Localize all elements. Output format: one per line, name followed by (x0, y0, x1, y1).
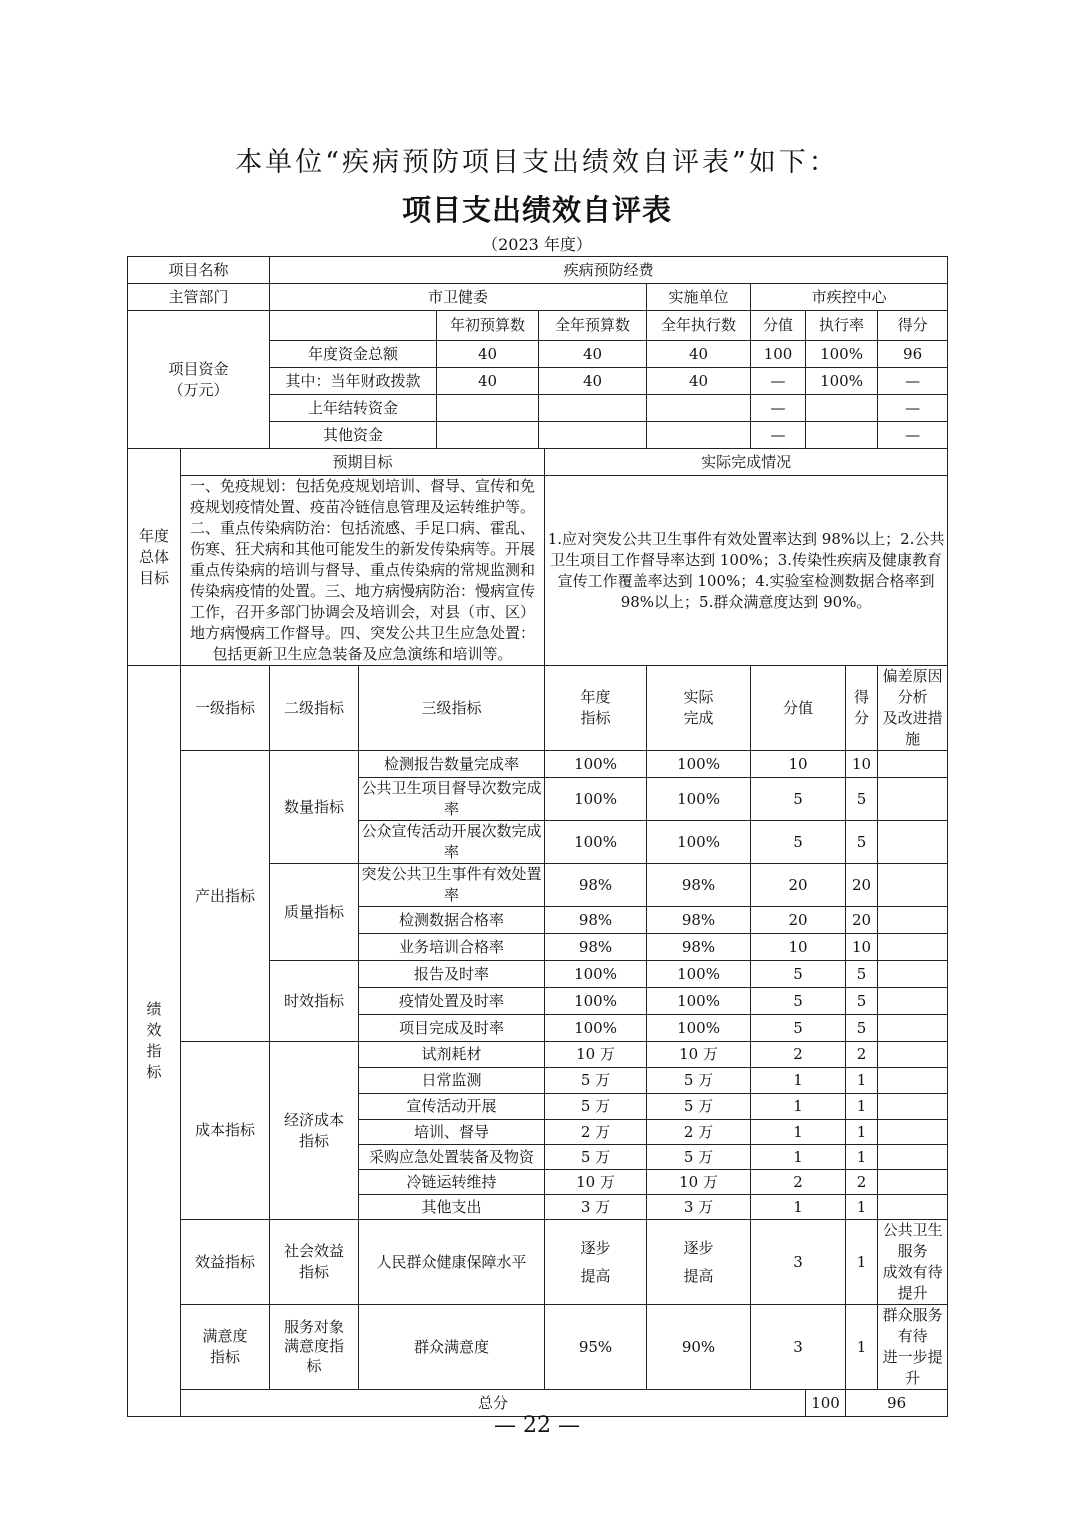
funds-cell: 100 (751, 341, 806, 368)
indicator-reason (878, 1042, 948, 1068)
funds-cell (647, 422, 751, 449)
funds-cell: 40 (437, 341, 539, 368)
actual-completion-header: 实际完成情况 (545, 449, 948, 476)
reason-line: 成效有待提升 (882, 1263, 943, 1302)
indicator-got: 5 (846, 1015, 878, 1042)
indicator-got: 1 (846, 1094, 878, 1120)
indicator-actual: 5 万 (647, 1068, 751, 1094)
cost-indicator-label: 成本指标 (181, 1042, 270, 1220)
funds-cell: 100% (806, 368, 878, 395)
actual-line: 提高 (683, 1267, 714, 1285)
perf-label (128, 666, 181, 1417)
indicator-target: 2 万 (545, 1120, 647, 1145)
satisfaction-label-line: 满意度 (202, 1327, 248, 1345)
service-label-line: 服务对象 (284, 1317, 345, 1336)
funds-cell (437, 395, 539, 422)
satisfaction-label-line: 指标 (210, 1348, 241, 1366)
social-label-line: 指标 (299, 1263, 330, 1281)
funds-cell: 40 (647, 341, 751, 368)
got-header-line: 分 (854, 709, 870, 727)
actual-header-line: 完成 (683, 709, 714, 727)
funds-label (128, 311, 270, 449)
indicator-score: 1 (751, 1068, 846, 1094)
indicator-reason (878, 1220, 948, 1305)
indicator-got: 5 (846, 988, 878, 1015)
indicator-target: 98% (545, 907, 647, 934)
indicator-actual: 98% (647, 934, 751, 961)
indicator-actual: 2 万 (647, 1120, 751, 1145)
indicator-row (128, 751, 948, 778)
project-name-label: 项目名称 (128, 257, 270, 284)
perf-label-char: 绩 (146, 1000, 162, 1018)
indicator-name: 日常监测 (359, 1068, 545, 1094)
indicator-got: 5 (846, 821, 878, 864)
indicator-got: 1 (846, 1145, 878, 1170)
indicator-reason (878, 1094, 948, 1120)
indicator-reason (878, 961, 948, 988)
funds-col-header: 全年执行数 (647, 311, 751, 341)
funds-cell: — (878, 368, 948, 395)
indicator-name: 公共卫生项目督导次数完成率 (359, 778, 545, 821)
indicator-got: 1 (846, 1068, 878, 1094)
funds-cell: 96 (878, 341, 948, 368)
indicator-target: 10 万 (545, 1042, 647, 1068)
indicator-name: 宣传活动开展 (359, 1094, 545, 1120)
econ-cost-label-line: 指标 (299, 1131, 330, 1150)
indicator-name: 采购应急处置装备及物资 (359, 1145, 545, 1170)
funds-row-label: 年度资金总额 (270, 341, 437, 368)
indicator-target: 100% (545, 751, 647, 778)
got-header (846, 666, 878, 751)
funds-header-row (128, 311, 948, 341)
indicator-actual: 100% (647, 778, 751, 821)
indicator-reason (878, 778, 948, 821)
funds-row-label: 其他资金 (270, 422, 437, 449)
funds-cell (539, 395, 647, 422)
indicator-reason (878, 751, 948, 778)
indicator-score: 1 (751, 1145, 846, 1170)
goals-label-line: 目标 (138, 568, 169, 587)
indicator-score: 2 (751, 1170, 846, 1195)
perf-label-char: 效 (146, 1021, 162, 1039)
indicator-score: 5 (751, 961, 846, 988)
row-department (128, 284, 948, 311)
funds-label-line2: （万元） (168, 380, 229, 399)
indicator-reason (878, 864, 948, 907)
service-satisfaction-label (270, 1305, 359, 1390)
department-label: 主管部门 (128, 284, 270, 311)
goals-label (128, 449, 181, 666)
funds-cell: — (751, 395, 806, 422)
satisfaction-indicator-label (181, 1305, 270, 1390)
indicator-name: 业务培训合格率 (359, 934, 545, 961)
expected-goals-header: 预期目标 (181, 449, 545, 476)
level1-header: 一级指标 (181, 666, 270, 751)
indicator-name: 其他支出 (359, 1195, 545, 1220)
indicator-name: 培训、督导 (359, 1120, 545, 1145)
actual-line: 逐步 (683, 1238, 714, 1257)
indicator-name: 试剂耗材 (359, 1042, 545, 1068)
indicator-got: 1 (846, 1305, 878, 1390)
indicator-reason (878, 1015, 948, 1042)
funds-cell (539, 422, 647, 449)
reason-line: 进一步提升 (882, 1348, 943, 1387)
level2-header: 二级指标 (270, 666, 359, 751)
funds-cell: 40 (647, 368, 751, 395)
indicator-actual (647, 1220, 751, 1305)
target-line: 提高 (580, 1267, 611, 1285)
indicator-reason (878, 1145, 948, 1170)
indicator-actual: 10 万 (647, 1170, 751, 1195)
indicator-actual: 90% (647, 1305, 751, 1390)
indicator-got: 20 (846, 864, 878, 907)
indicator-got: 1 (846, 1220, 878, 1305)
score-header: 分值 (751, 666, 846, 751)
page-title: 项目支出绩效自评表 (401, 193, 672, 227)
indicator-score: 20 (751, 907, 846, 934)
indicator-actual: 98% (647, 907, 751, 934)
indicator-target: 100% (545, 1015, 647, 1042)
reason-line: 公共卫生服务 (882, 1221, 943, 1260)
indicator-target: 100% (545, 778, 647, 821)
total-score: 100 (806, 1390, 846, 1417)
indicator-reason (878, 988, 948, 1015)
perf-label-char: 指 (146, 1042, 162, 1060)
level3-header: 三级指标 (359, 666, 545, 751)
department-value: 市卫健委 (270, 284, 647, 311)
funds-col-header: 分值 (751, 311, 806, 341)
indicator-name: 报告及时率 (359, 961, 545, 988)
target-header-line: 指标 (580, 709, 611, 727)
indicator-target: 98% (545, 934, 647, 961)
indicator-actual: 5 万 (647, 1145, 751, 1170)
year-subtitle: （2023 年度） (482, 235, 592, 254)
indicator-score: 10 (751, 934, 846, 961)
goals-label-line: 年度 (138, 526, 169, 545)
project-name-value: 疾病预防经费 (270, 257, 948, 284)
funds-cell: — (751, 422, 806, 449)
indicator-name: 群众满意度 (359, 1305, 545, 1390)
output-indicator-label: 产出指标 (181, 751, 270, 1042)
funds-cell: — (878, 395, 948, 422)
expected-goals-text: 一、免疫规划：包括免疫规划培训、督导、宣传和免疫规划疫情处置、疫苗冷链信息管理及运转维护等。二、重点传染病防治：包括流感、手足口病、霍乱、伤寒、狂犬病和其他可能发生的新发传染病等。开展重点传染病的培训与督导、重点传染病的常规监测和传染病疫情的处置。三、地方病慢病防治：慢病宣传工作，召开多部门协调会及培训会，对县（市、区）地方病慢病工作督导。四、突发公共卫生应急处置：包括更新卫生应急装备及应急演练和培训等。 (181, 476, 545, 666)
indicator-reason (878, 1195, 948, 1220)
indicator-got: 1 (846, 1120, 878, 1145)
indicator-target (545, 1220, 647, 1305)
indicator-reason (878, 1120, 948, 1145)
funds-cell: — (878, 422, 948, 449)
indicator-score: 1 (751, 1094, 846, 1120)
indicator-score: 20 (751, 864, 846, 907)
indicator-target: 5 万 (545, 1094, 647, 1120)
perf-header-row (128, 666, 948, 751)
indicator-score: 1 (751, 1120, 846, 1145)
indicator-target: 3 万 (545, 1195, 647, 1220)
indicator-reason (878, 1170, 948, 1195)
unit-value: 市疾控中心 (751, 284, 948, 311)
total-got: 96 (846, 1390, 948, 1417)
social-benefit-label (270, 1220, 359, 1305)
total-label: 总分 (181, 1390, 806, 1417)
indicator-name: 项目完成及时率 (359, 1015, 545, 1042)
indicator-target: 100% (545, 821, 647, 864)
funds-label-line1: 项目资金 (168, 359, 229, 378)
row-project-name (128, 257, 948, 284)
indicator-name: 检测数据合格率 (359, 907, 545, 934)
indicator-got: 20 (846, 907, 878, 934)
indicator-reason (878, 1068, 948, 1094)
funds-cell (647, 395, 751, 422)
funds-blank-header (270, 311, 437, 341)
indicator-target: 95% (545, 1305, 647, 1390)
indicator-score: 3 (751, 1305, 846, 1390)
indicator-score: 1 (751, 1195, 846, 1220)
indicator-actual: 100% (647, 961, 751, 988)
econ-cost-indicator-label (270, 1042, 359, 1220)
actual-header (647, 666, 751, 751)
intro-sentence: 本单位“疾病预防项目支出绩效自评表”如下： (235, 147, 839, 178)
goals-label-line: 总体 (138, 547, 169, 566)
indicator-score: 5 (751, 778, 846, 821)
indicator-target: 10 万 (545, 1170, 647, 1195)
indicator-reason (878, 821, 948, 864)
funds-row-label: 其中：当年财政拨款 (270, 368, 437, 395)
indicator-got: 5 (846, 961, 878, 988)
funds-col-header: 执行率 (806, 311, 878, 341)
service-label-line: 标 (306, 1356, 322, 1375)
indicator-got: 10 (846, 934, 878, 961)
goals-header-row (128, 449, 948, 476)
perf-label-char: 标 (146, 1063, 162, 1081)
indicator-row (128, 1220, 948, 1305)
indicator-actual: 100% (647, 821, 751, 864)
indicator-score: 5 (751, 1015, 846, 1042)
indicator-actual: 3 万 (647, 1195, 751, 1220)
indicator-target: 5 万 (545, 1068, 647, 1094)
service-label-line: 满意度指 (284, 1337, 345, 1356)
goals-content-row (128, 476, 948, 666)
indicator-name: 冷链运转维持 (359, 1170, 545, 1195)
indicator-got: 5 (846, 778, 878, 821)
indicator-row (128, 1042, 948, 1068)
indicator-got: 2 (846, 1170, 878, 1195)
page-number: — 22 — (494, 1413, 580, 1438)
target-line: 逐步 (580, 1238, 611, 1257)
funds-cell (806, 395, 878, 422)
funds-cell: 40 (539, 368, 647, 395)
actual-header-line: 实际 (683, 688, 714, 706)
reason-header-line: 偏差原因分析 (882, 667, 943, 706)
funds-cell: 40 (437, 368, 539, 395)
indicator-target: 100% (545, 988, 647, 1015)
funds-col-header: 年初预算数 (437, 311, 539, 341)
funds-col-header: 得分 (878, 311, 948, 341)
social-label-line: 社会效益 (284, 1242, 345, 1260)
indicator-target: 100% (545, 961, 647, 988)
indicator-score: 5 (751, 988, 846, 1015)
indicator-reason (878, 934, 948, 961)
funds-cell: — (751, 368, 806, 395)
indicator-score: 10 (751, 751, 846, 778)
indicator-row (128, 1305, 948, 1390)
indicator-score: 3 (751, 1220, 846, 1305)
indicator-name: 疫情处置及时率 (359, 988, 545, 1015)
indicator-target: 98% (545, 864, 647, 907)
indicator-got: 1 (846, 1195, 878, 1220)
funds-row-label: 上年结转资金 (270, 395, 437, 422)
indicator-name: 检测报告数量完成率 (359, 751, 545, 778)
evaluation-table (127, 256, 948, 1417)
target-header (545, 666, 647, 751)
actual-completion-text: 1.应对突发公共卫生事件有效处置率达到 98%以上；2.公共卫生项目工作督导率达到 100%；3.传染性疾病及健康教育宣传工作覆盖率达到 100%；4.实验室检测数据合格率到 98%以上；5.群众满意度达到 90%。 (545, 476, 948, 666)
quantity-indicator-label: 数量指标 (270, 751, 359, 864)
reason-line: 群众服务有待 (882, 1306, 943, 1345)
got-header-line: 得 (854, 688, 870, 706)
funds-cell: 40 (539, 341, 647, 368)
indicator-actual: 98% (647, 864, 751, 907)
indicator-name: 人民群众健康保障水平 (359, 1220, 545, 1305)
indicator-name: 公众宣传活动开展次数完成率 (359, 821, 545, 864)
indicator-actual: 10 万 (647, 1042, 751, 1068)
indicator-got: 2 (846, 1042, 878, 1068)
indicator-score: 5 (751, 821, 846, 864)
funds-cell: 100% (806, 341, 878, 368)
indicator-reason (878, 907, 948, 934)
indicator-actual: 5 万 (647, 1094, 751, 1120)
indicator-score: 2 (751, 1042, 846, 1068)
funds-col-header: 全年预算数 (539, 311, 647, 341)
indicator-actual: 100% (647, 751, 751, 778)
indicator-name: 突发公共卫生事件有效处置率 (359, 864, 545, 907)
indicator-actual: 100% (647, 1015, 751, 1042)
unit-label: 实施单位 (647, 284, 751, 311)
funds-cell (437, 422, 539, 449)
indicator-target: 5 万 (545, 1145, 647, 1170)
quality-indicator-label: 质量指标 (270, 864, 359, 961)
indicator-got: 10 (846, 751, 878, 778)
reason-header (878, 666, 948, 751)
benefit-indicator-label: 效益指标 (181, 1220, 270, 1305)
target-header-line: 年度 (580, 688, 611, 706)
timeliness-indicator-label: 时效指标 (270, 961, 359, 1042)
indicator-reason (878, 1305, 948, 1390)
econ-cost-label-line: 经济成本 (284, 1110, 345, 1129)
indicator-actual: 100% (647, 988, 751, 1015)
reason-header-line: 及改进措施 (882, 709, 943, 748)
funds-cell (806, 422, 878, 449)
